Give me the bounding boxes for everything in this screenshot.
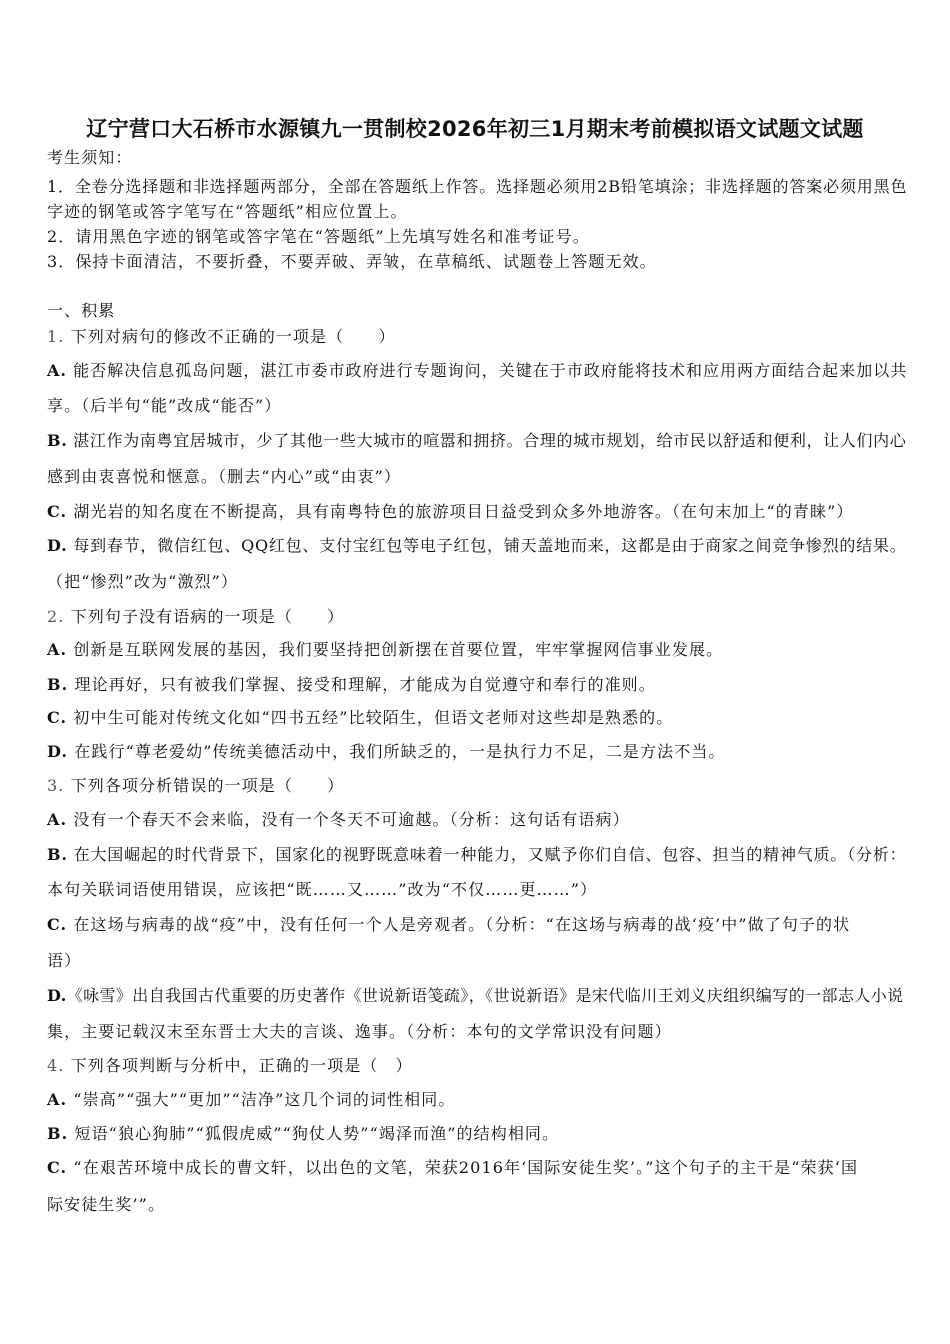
notice-line: 3．保持卡面清洁，不要折叠，不要弄破、弄皱，在草稿纸、试题卷上答题无效。: [47, 252, 657, 271]
option-label: B.: [47, 1124, 69, 1143]
question-number: 3.: [47, 776, 65, 795]
option-label: A.: [47, 361, 68, 380]
option-text: 没有一个春天不会来临，没有一个冬天不可逾越。（分析：这句话有语病）: [73, 810, 630, 829]
option-text: “崇高”“强大”“更加”“洁净”这几个词的词性相同。: [73, 1090, 456, 1109]
notice-line: 字迹的钢笔或答字笔写在“答题纸”相应位置上。: [47, 202, 408, 221]
option-text: 理论再好，只有被我们掌握、接受和理解，才能成为自觉遵守和奉行的准则。: [74, 675, 656, 694]
option-text: 在这场与病毒的战“疫”中，没有任何一个人是旁观者。（分析：“在这场与病毒的战‘疫’中”做了句子的状: [73, 915, 851, 934]
option-text: 创新是互联网发展的基因，我们要坚持把创新摆在首要位置，牢牢掌握网信事业发展。: [73, 640, 724, 659]
option-label: D.: [47, 986, 67, 1005]
option-text: “在艰苦环境中成长的曹文轩，以出色的文笔，荣获2016年‘国际安徒生奖’。”这个句子的主干是“荣获‘国: [73, 1158, 859, 1177]
option-c: [47, 708, 673, 728]
option-text-cont: 感到由衷喜悦和惬意。（删去“内心”或“由衷”）: [47, 467, 402, 486]
notice-line: 1．全卷分选择题和非选择题两部分，全部在答题纸上作答。选择题必须用2B铅笔填涂；非选择题的答案必须用黑色: [47, 177, 908, 196]
question-number: 2.: [47, 607, 65, 626]
option-label: A.: [47, 810, 68, 829]
question-text: 下列各项分析错误的一项是（ ）: [70, 776, 345, 795]
option-text: 湛江作为南粤宜居城市，少了其他一些大城市的喧嚣和拥挤。合理的城市规划，给市民以舒适和便利，让人们内心: [73, 431, 907, 450]
option-label: B.: [47, 845, 68, 864]
document-title: 辽宁营口大石桥市水源镇九一贯制校2026年初三1月期末考前模拟语文试题文试题: [86, 117, 864, 141]
option-text: 初中生可能对传统文化如“四书五经”比较陌生，但语文老师对这些却是熟悉的。: [73, 708, 674, 727]
option-text-cont: 际安徒生奖’”。: [47, 1195, 166, 1214]
notice-heading: 考生须知：: [47, 148, 133, 167]
option-b: [47, 675, 656, 695]
option-text: 每到春节，微信红包、QQ红包、支付宝红包等电子红包，铺天盖地而来，这都是由于商家之间竞争惨烈的结果。: [73, 536, 907, 555]
option-label: D.: [47, 742, 69, 761]
option-text-cont: 集，主要记载汉末至东晋士大夫的言谈、逸事。（分析：本句的文学常识没有问题）: [47, 1022, 672, 1041]
option-text: 在大国崛起的时代背景下，国家化的视野既意味着一种能力，又赋予你们自信、包容、担当的精神气质。（分析：: [73, 845, 907, 864]
option-label: A.: [47, 1090, 68, 1109]
question-text: 下列对病句的修改不正确的一项是（ ）: [70, 327, 396, 346]
option-text-cont: 享。（后半句“能”改成“能否”）: [47, 396, 282, 415]
option-text: 能否解决信息孤岛问题，湛江市委市政府进行专题询问，关键在于市政府能将技术和应用两方面结合起来加以共: [73, 361, 908, 380]
question-stem: [47, 776, 344, 796]
option-a: [47, 1090, 455, 1110]
question-stem: [47, 607, 344, 627]
option-text: 短语“狼心狗肺”“狐假虎威”“狗仗人势”“竭泽而渔”的结构相同。: [74, 1124, 560, 1143]
option-label: C.: [47, 1158, 68, 1177]
option-label: C.: [47, 915, 68, 934]
question-text: 下列各项判断与分析中，正确的一项是（ ）: [70, 1056, 413, 1075]
option-text: 在践行“尊老爱幼”传统美德活动中，我们所缺乏的，一是执行力不足，二是方法不当。: [74, 742, 726, 761]
question-stem: [47, 1056, 413, 1076]
question-number: 4.: [47, 1056, 65, 1075]
option-label: B.: [47, 675, 69, 694]
question-text: 下列句子没有语病的一项是（ ）: [70, 607, 345, 626]
option-a: [47, 810, 630, 830]
option-d: [47, 986, 904, 1006]
option-a: [47, 640, 723, 660]
option-c: [47, 502, 853, 522]
question-number: 1.: [47, 327, 65, 346]
option-label: C.: [47, 502, 68, 521]
option-text: 湖光岩的知名度在不断提高，具有南粤特色的旅游项目日益受到众多外地游客。（在句末加上“的青睐”）: [73, 502, 854, 521]
option-text-cont: 本句关联词语使用错误，应该把“既……又……”改为“不仅……更……”）: [47, 880, 598, 899]
option-c: [47, 1158, 858, 1178]
option-d: [47, 536, 907, 556]
question-stem: [47, 327, 396, 347]
option-label: B.: [47, 431, 68, 450]
option-b: [47, 431, 907, 451]
notice-line: 2．请用黑色字迹的钢笔或答字笔在“答题纸”上先填写姓名和准考证号。: [47, 227, 590, 246]
option-label: C.: [47, 708, 68, 727]
option-c: [47, 915, 850, 935]
section-heading: 一、积累: [47, 301, 116, 320]
option-text-cont: 语）: [47, 951, 82, 970]
option-label: D.: [47, 536, 68, 555]
option-text-cont: （把“惨烈”改为“激烈”）: [47, 572, 239, 591]
option-label: A.: [47, 640, 68, 659]
option-b: [47, 845, 907, 865]
option-b: [47, 1124, 559, 1144]
option-text: 《咏雪》出自我国古代重要的历史著作《世说新语笺疏》，《世说新语》是宋代临川王刘义庆组织编写的一部志人小说: [66, 986, 904, 1005]
option-d: [47, 742, 726, 762]
option-a: [47, 361, 907, 381]
